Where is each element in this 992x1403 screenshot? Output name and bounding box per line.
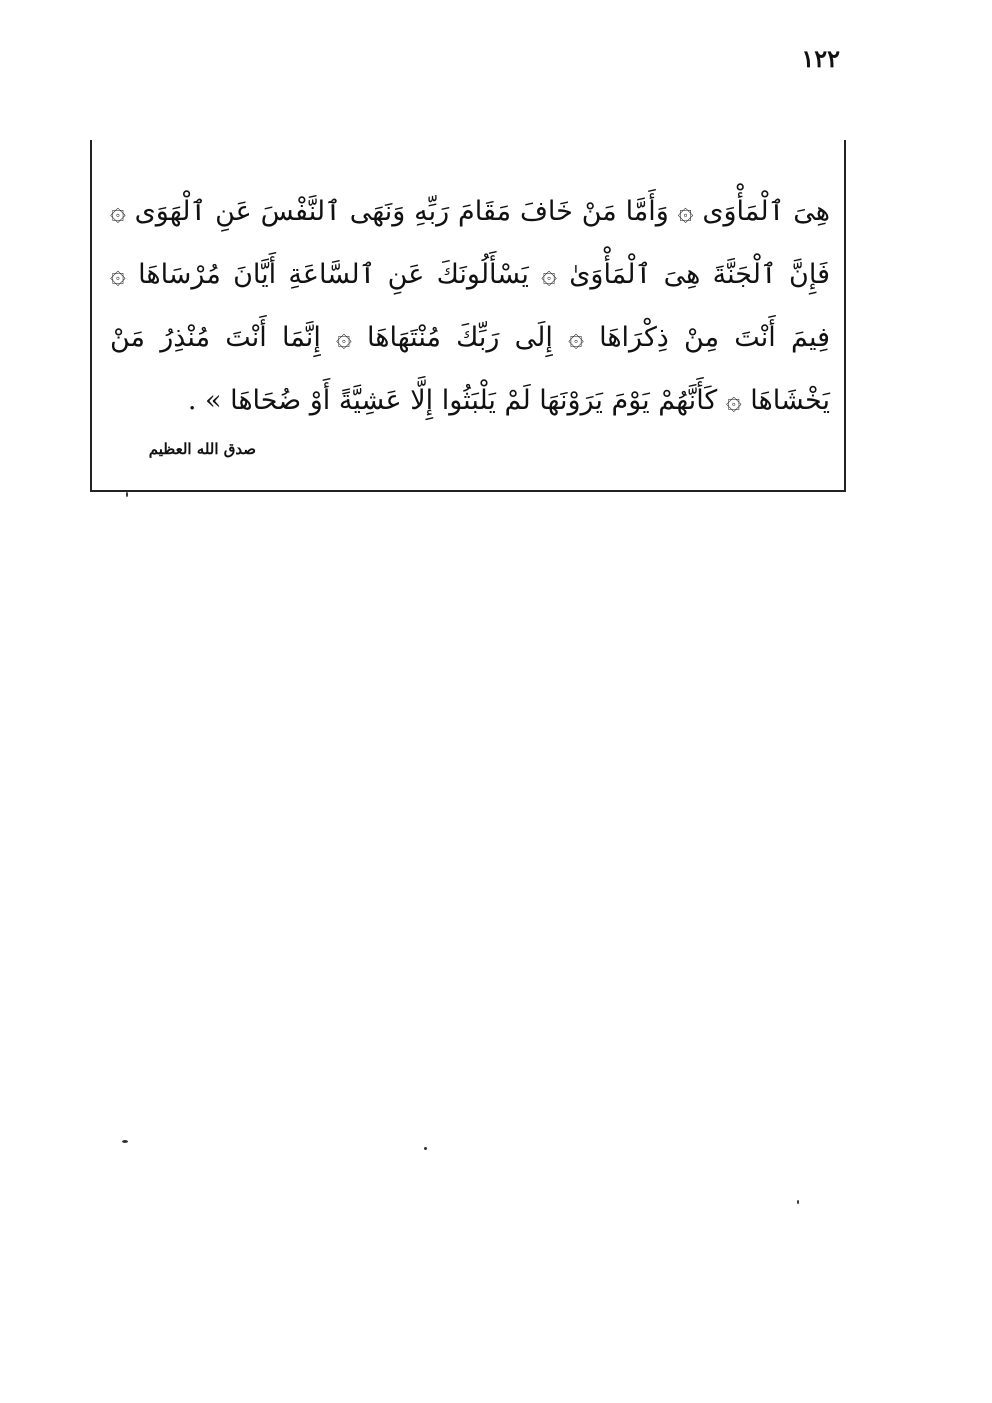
verse-frame [90, 140, 846, 492]
scan-speck [424, 1147, 427, 1150]
scan-speck [122, 1140, 128, 1143]
page-number: ١٢٢ [801, 44, 840, 73]
scan-speck [797, 1200, 799, 1204]
scan-speck [126, 492, 128, 497]
closing-phrase: صدق الله العظيم [148, 440, 256, 458]
verse-text: هِىَ ٱلْمَأْوَى ۞ وَأَمَّا مَنْ خَافَ مَقَامَ رَبِّهِ وَنَهَى ٱلنَّفْسَ عَنِ ٱلْهَوَى ۞ فَإِنَّ ٱلْجَنَّةَ هِىَ ٱلْمَأْوَىٰ ۞ يَسْأَلُونَكَ عَنِ ٱلسَّاعَةِ أَيَّانَ مُرْسَاهَا ۞ فِيمَ أَنْتَ مِنْ ذِكْرَاهَا ۞ إِلَى رَبِّكَ مُنْتَهَاهَا ۞ إِنَّمَا أَنْتَ مُنْذِرُ مَنْ يَخْشَاهَا ۞ كَأَنَّهُمْ يَوْمَ يَرَوْنَهَا لَمْ يَلْبَثُوا إِلَّا عَشِيَّةً أَوْ ضُحَاهَا » . [110, 196, 830, 416]
